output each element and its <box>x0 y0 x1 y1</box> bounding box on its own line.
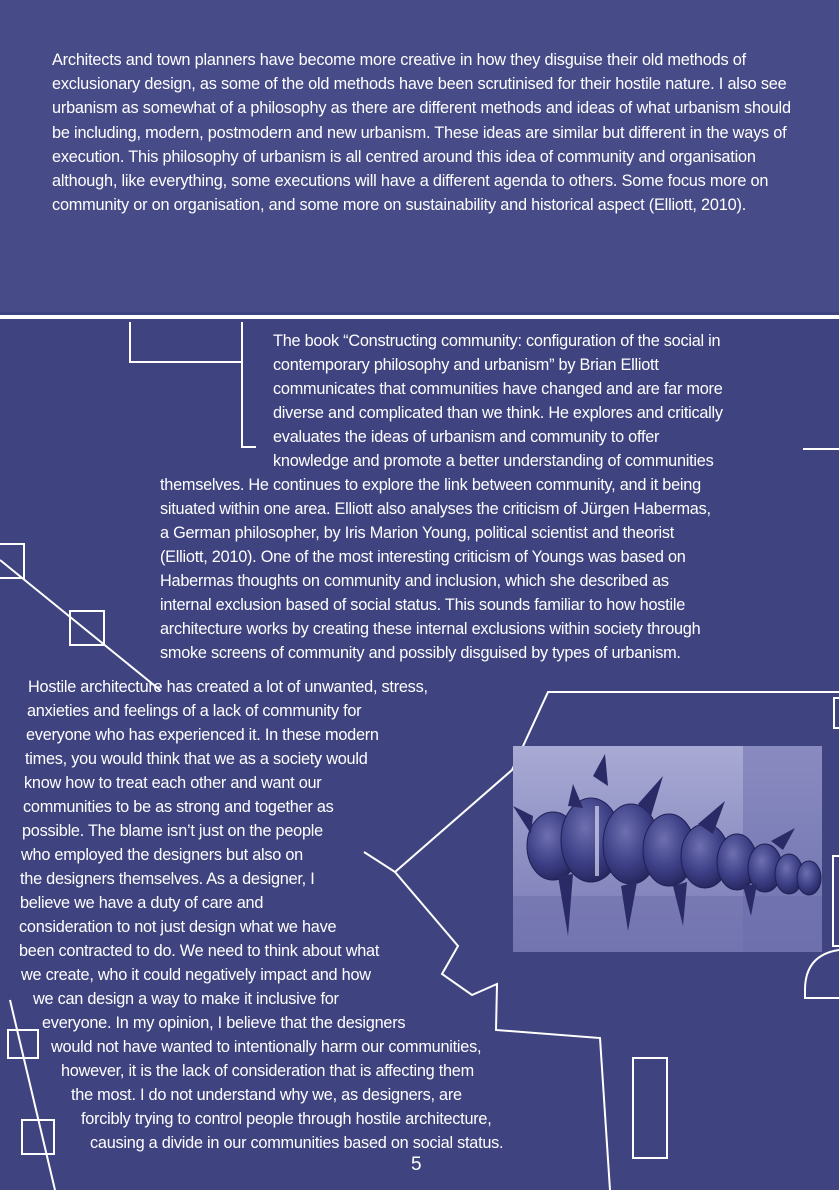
text-line: knowledge and promote a better understanding of communities <box>273 452 714 470</box>
text-line: the most. I do not understand why we, as designers, are <box>71 1086 462 1104</box>
text-line: causing a divide in our communities based on social status. <box>90 1134 504 1152</box>
text-line: however, it is the lack of consideration that is affecting them <box>61 1062 474 1080</box>
spiked-bar-photo <box>513 746 822 952</box>
text-line: themselves. He continues to explore the link between community, and it being <box>160 476 701 494</box>
text-line: know how to treat each other and want our <box>24 774 322 792</box>
text-line: we create, who it could negatively impact and how <box>21 966 371 984</box>
text-line: Hostile architecture has created a lot of unwanted, stress, <box>28 678 428 696</box>
text-line: evaluates the ideas of urbanism and community to offer <box>273 428 660 446</box>
text-line: times, you would think that we as a society would <box>25 750 368 768</box>
text-line: a German philosopher, by Iris Marion Young, political scientist and theorist <box>160 524 675 542</box>
text-line: diverse and complicated than we think. He explores and critically <box>273 404 723 422</box>
text-line: situated within one area. Elliott also analyses the criticism of Jürgen Habermas, <box>160 500 711 518</box>
text-line: everyone who has experienced it. In these modern <box>26 726 379 744</box>
text-line: believe we have a duty of care and <box>20 894 264 912</box>
text-line: anxieties and feelings of a lack of community for <box>27 702 362 720</box>
text-line: Habermas thoughts on community and inclusion, which she described as <box>160 572 669 590</box>
text-line: The book “Constructing community: configuration of the social in <box>273 332 721 350</box>
text-line: everyone. In my opinion, I believe that the designers <box>42 1014 406 1032</box>
text-line: smoke screens of community and possibly disguised by types of urbanism. <box>160 644 681 662</box>
text-line: architecture works by creating these internal exclusions within society through <box>160 620 701 638</box>
text-line: who employed the designers but also on <box>21 846 303 864</box>
text-line: communicates that communities have changed and are far more <box>273 380 723 398</box>
text-line: possible. The blame isn’t just on the people <box>22 822 323 840</box>
text-line: forcibly trying to control people through hostile architecture, <box>81 1110 492 1128</box>
intro-paragraph: Architects and town planners have become more creative in how they disguise their old methods of exclusionary design, as some of the old methods have been scrutinised for their hostile nature. I also see urbanism as somewhat of a philosophy as there are different methods and ideas of what urbanism should be including, modern, postmodern and new urbanism. These ideas are similar but different in the ways of execution. This philosophy of urbanism is all centred around this idea of community and organisation although, like everything, some executions will have a different agenda to others. Some focus more on community or on organisation, and some more on sustainability and historical aspect (Elliott, 2010). <box>52 51 791 215</box>
text-line: communities to be as strong and together as <box>23 798 334 816</box>
text-line: consideration to not just design what we have <box>19 918 337 936</box>
text-line: (Elliott, 2010). One of the most interesting criticism of Youngs was based on <box>160 548 686 566</box>
text-line: we can design a way to make it inclusive for <box>33 990 339 1008</box>
text-line: been contracted to do. We need to think about what <box>19 942 380 960</box>
page-number: 5 <box>411 1154 422 1175</box>
text-line: would not have wanted to intentionally harm our communities, <box>51 1038 482 1056</box>
text-line: the designers themselves. As a designer, I <box>20 870 315 888</box>
text-line: contemporary philosophy and urbanism” by Brian Elliott <box>273 356 659 374</box>
text-line: internal exclusion based of social status. This sounds familiar to how hostile <box>160 596 685 614</box>
